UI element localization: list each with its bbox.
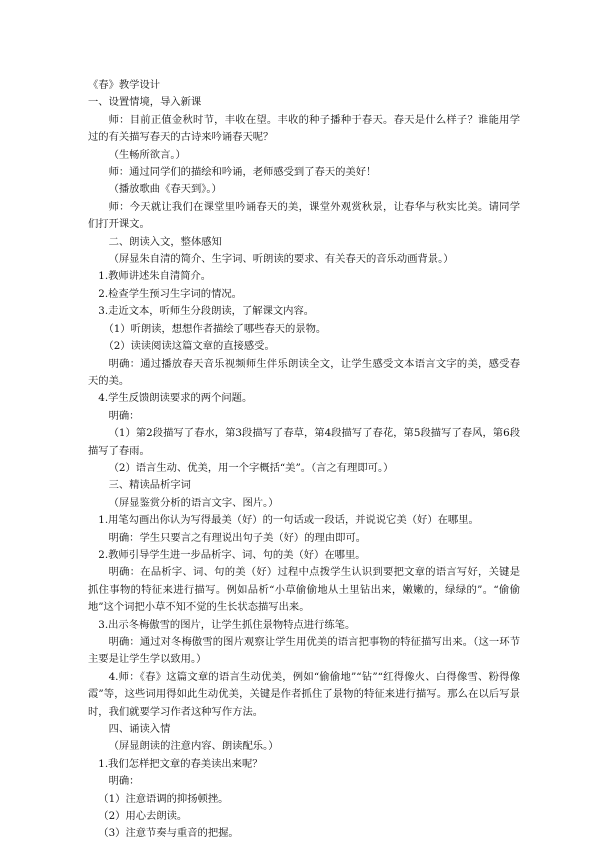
- paragraph: 明确：通过对冬梅傲雪的图片观察让学生用优美的语言把事物的特征描写出来。（这一环节主要是让学生学以致用。）: [88, 636, 520, 666]
- paragraph: 1.用笔勾画出你认为写得最美（好）的一句话或一段话，并说说它美（好）在哪里。: [98, 514, 479, 527]
- paragraph: （生畅所欲言。）: [108, 148, 186, 161]
- paragraph: 明确：学生只要言之有理说出句子美（好）的理由即可。: [108, 531, 367, 544]
- document-title: 《春》教学设计: [88, 79, 161, 91]
- paragraph: 明确：在品析字、词、句的美（好）过程中点拨学生认识到要把文章的语言写好，关键是抓住事物的特征来进行描写。例如品析“小草偷偷地从土里钻出来，嫩嫩的，绿绿的”。“偷偷地”这个词把小草不知不觉的生长状态描写出来。: [88, 566, 520, 614]
- paragraph: 明确：: [108, 775, 140, 788]
- paragraph: （1）第2段描写了春水，第3段描写了春草，第4段描写了春花，第5段描写了春风，第6段描写了春雨。: [88, 427, 520, 457]
- section-heading: 三、精读品析字词: [108, 479, 191, 492]
- paragraph: 师：目前正值金秋时节，丰收在望。丰收的种子播种于春天。春天是什么样子？谁能用学过的有关描写春天的古诗来吟诵春天呢？: [88, 113, 520, 144]
- paragraph: 4.师：《春》这篇文章的语言生动优美，例如“偷偷地”“钻”“红得像火、白得像雪、粉得像霞”等，这些词用得如此生动优美，关键是作者抓住了景物的特征来进行描写。那么在以后写景时，我们就要学习作者这种写作方法。: [88, 670, 520, 718]
- section-heading: 一、设置情境，导入新课: [88, 96, 202, 109]
- paragraph: 2.教师引导学生进一步品析字、词、句的美（好）在哪里。: [98, 548, 366, 561]
- paragraph: 师：通过同学们的描绘和吟诵，老师感受到了春天的美好！: [108, 166, 377, 179]
- paragraph: （2）语言生动、优美，用一个字概括“美”。（言之有理即可。）: [108, 461, 394, 474]
- paragraph: 明确：通过播放春天音乐视频师生伴乐朗读全文，让学生感受文本语言文字的美，感受春天的美。: [88, 357, 520, 387]
- paragraph: 4.学生反馈朗读要求的两个问题。: [98, 392, 253, 405]
- paragraph: 3.走近文本，听师生分段朗读，了解课文内容。: [98, 305, 315, 318]
- paragraph: 2.检查学生预习生字词的情况。: [98, 287, 242, 300]
- section-heading: 二、朗读入文，整体感知: [108, 235, 222, 248]
- paragraph: （2）读读阅读这篇文章的直接感受。: [103, 340, 275, 353]
- paragraph: （1）听朗读，想想作者描绘了哪些春天的景物。: [103, 322, 327, 335]
- document-body: [88, 77, 520, 843]
- paragraph: （播放歌曲《春天到》。）: [108, 183, 222, 196]
- paragraph: 1.我们怎样把文章的春美读出来呢？: [98, 757, 263, 770]
- paragraph: （屏显朱自清的简介、生字词、听朗读的要求、有关春天的音乐动画背景。）: [108, 253, 454, 266]
- paragraph: （1）注意语调的抑扬顿挫。: [98, 792, 229, 805]
- paragraph: （3）注意节奏与重音的把握。: [98, 827, 239, 840]
- paragraph: 3.出示冬梅傲雪的图片，让学生抓住景物特点进行练笔。: [98, 618, 356, 631]
- paragraph: 1.教师讲述朱自清简介。: [98, 270, 212, 283]
- paragraph: （屏显朗读的注意内容、朗读配乐。）: [108, 740, 279, 753]
- section-heading: 四、诵读入情: [108, 723, 171, 736]
- paragraph: （屏显鉴赏分析的语言文字、图片。）: [108, 496, 279, 509]
- paragraph: 明确：: [108, 409, 140, 422]
- paragraph: 师：今天就让我们在课堂里吟诵春天的美，课堂外观赏秋景，让春华与秋实比美。请同学们打开课文。: [88, 200, 520, 231]
- paragraph: （2）用心去朗读。: [98, 810, 188, 823]
